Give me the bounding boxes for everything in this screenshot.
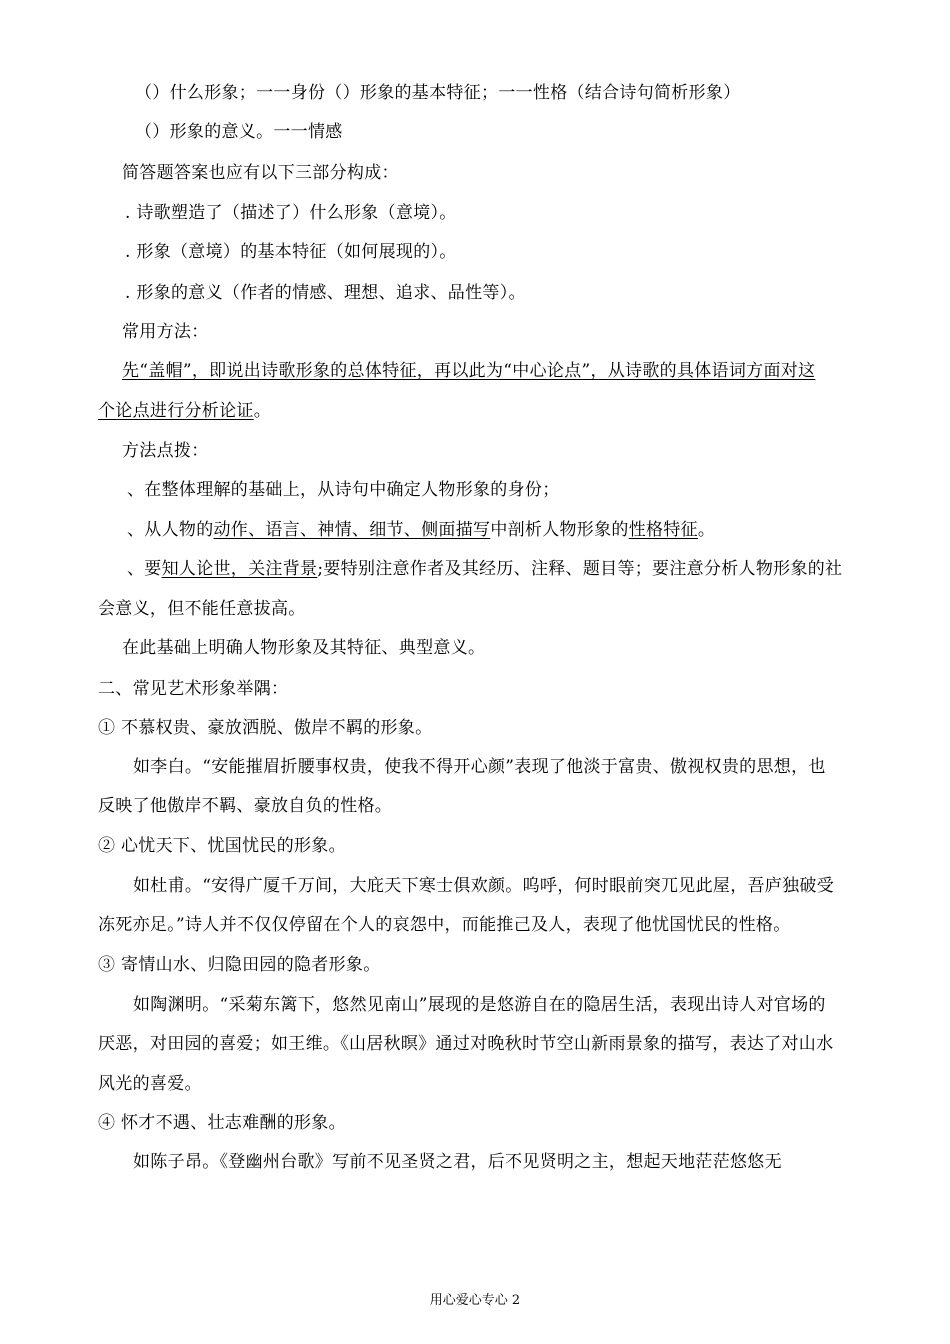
text-line: 、在整体理解的基础上，从诗句中确定人物形象的身份；	[127, 480, 560, 500]
text-line: 冻死亦足。”诗人并不仅仅停留在个人的哀怨中，而能推己及人，表现了他忧国忧民的性格。	[98, 915, 791, 935]
text-line: 如李白。“安能摧眉折腰事权贵，使我不得开心颜”表现了他淡于富贵、傲视权贵的思想，也	[133, 757, 826, 777]
text-line: . 诗歌塑造了（描述了）什么形象（意境）。	[125, 203, 457, 223]
text-line: 如陈子昂。《登幽州台歌》写前不见圣贤之君，后不见贤明之主，想起天地茫茫悠悠无	[133, 1152, 782, 1172]
underlined-text: 知人论世，关注背景	[161, 559, 318, 579]
text-line: 方法点拨：	[122, 441, 209, 461]
underlined-text: 性格特征	[628, 520, 698, 540]
text-line: . 形象（意境）的基本特征（如何展现的）。	[125, 242, 457, 262]
text-line: 、从人物的动作、语言、神情、细节、侧面描写中剖析人物形象的性格特征。	[127, 520, 716, 540]
list-item-heading: ③ 寄情山水、归隐田园的隐者形象。	[98, 955, 381, 975]
text-line: 个论点进行分析论证。	[98, 401, 272, 421]
section-heading: 二、常见艺术形象举隅：	[98, 679, 289, 699]
text-line: 厌恶，对田园的喜爱；如王维。《山居秋暝》通过对晚秋时节空山新雨景象的描写，表达了对山水	[98, 1034, 834, 1054]
text-line: 简答题答案也应有以下三部分构成：	[122, 163, 399, 183]
text-line: 、要知人论世，关注背景;要特别注意作者及其经历、注释、题目等；要注意分析人物形象的社	[127, 559, 843, 579]
text-line: 如陶渊明。“采菊东篱下，悠然见南山”展现的是悠游自在的隐居生活，表现出诗人对官场的	[133, 995, 826, 1015]
list-item-heading: ④ 怀才不遇、壮志难酬的形象。	[98, 1113, 346, 1133]
text-line: 在此基础上明确人物形象及其特征、典型意义。	[122, 638, 486, 658]
underlined-method-text: 先“盖帽”，即说出诗歌形象的总体特征，再以此为“中心论点”，从诗歌的具体语词方面对这	[122, 361, 816, 381]
text-line: . 形象的意义（作者的情感、理想、追求、品性等）。	[125, 283, 526, 303]
text-line: 会意义，但不能任意拔高。	[98, 599, 306, 619]
page-footer: 用心爱心专心 2	[429, 1293, 521, 1308]
text-line: （）什么形象；一一身份（）形象的基本特征；一一性格（结合诗句简析形象）	[135, 83, 741, 103]
text-line: 如杜甫。“安得广厦千万间，大庇天下寒士俱欢颜。呜呼，何时眼前突兀见此屋，吾庐独破受	[133, 876, 834, 896]
underlined-method-text: 个论点进行分析论证	[98, 401, 254, 421]
list-item-heading: ① 不慕权贵、豪放洒脱、傲岸不羁的形象。	[98, 718, 433, 738]
text-line: 反映了他傲岸不羁、豪放自负的性格。	[98, 796, 393, 816]
text-line: （）形象的意义。一一情感	[135, 122, 343, 142]
underlined-text: 动作、语言、神情、细节、侧面描写	[213, 520, 491, 540]
text-line: 风光的喜爱。	[98, 1074, 202, 1094]
list-item-heading: ② 心忧天下、忧国忧民的形象。	[98, 836, 346, 856]
text-line: 常用方法：	[122, 322, 209, 342]
